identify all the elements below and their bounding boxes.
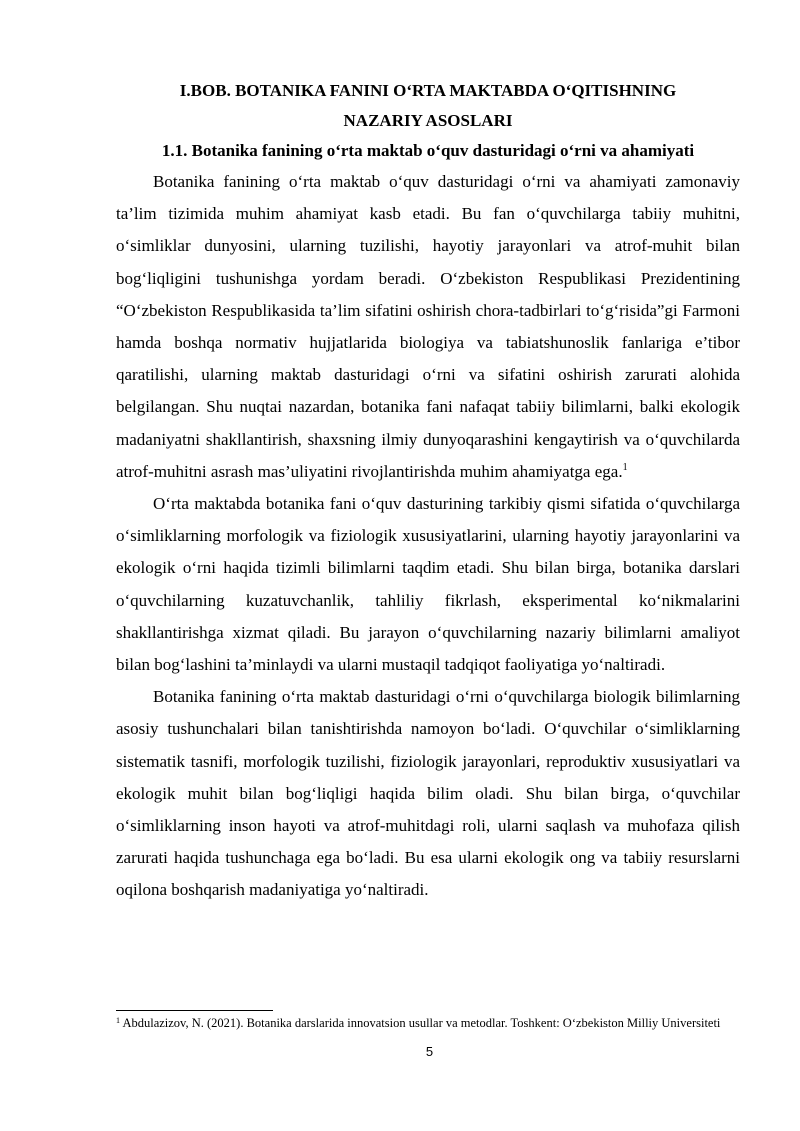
section-title: 1.1. Botanika fanining o‘rta maktab o‘quv dasturidagi o‘rni va ahamiyati bbox=[161, 141, 695, 160]
paragraph-1-text: Botanika fanining o‘rta maktab o‘quv dasturidagi o‘rni va ahamiyati zamonaviy ta’lim tizimida muhim ahamiyat kasb etadi. Bu fan o‘quvchilarga tabiiy muhitni, o‘simliklar dunyosini, ularning tuzilishi, hayotiy jarayonlari va atrof-muhit bilan bog‘liqligini tushunishga yordam beradi. O‘zbekiston Respublikasi Prezidentining “O‘zbekiston Respublikasida ta’lim sifatini oshirish chora-tadbirlari to‘g‘risida”gi Farmoni hamda boshqa normativ hujjatlarida biologiya va tabiatshunoslik fanlariga e’tibor qaratilishi, ularning maktab dasturidagi o‘rni va sifatini oshirish zarurati alohida belgilangan. Shu nuqtai nazardan, botanika fani nafaqat tabiiy bilimlarni, balki ekologik madaniyatni shakllantirish, shaxsning ilmiy dunyoqarashini kengaytirish va o‘quvchilarda atrof-muhitni asrash mas’uliyatini rivojlantirishda muhim ahamiyatga ega. bbox=[116, 172, 740, 481]
paragraph-2: O‘rta maktabda botanika fani o‘quv dasturining tarkibiy qismi sifatida o‘quvchilarga o‘simliklarning morfologik va fiziologik xususiyatlarini, ularning hayotiy jarayonlarini va ekologik o‘rni haqida tizimli bilimlarni taqdim etadi. Shu bilan birga, botanika darslari o‘quvchilarning kuzatuvchanlik, tahliliy fikrlash, eksperimental ko‘nikmalarini shakllantirishga xizmat qiladi. Bu jarayon o‘quvchilarning nazariy bilimlarni amaliyot bilan bog‘lashini ta’minlaydi va ularni mustaqil tadqiqot faoliyatiga yo‘naltiradi. bbox=[116, 494, 740, 675]
footnote-reference[interactable]: 1 bbox=[622, 461, 628, 473]
chapter-title bbox=[116, 76, 740, 136]
paragraph-3: Botanika fanining o‘rta maktab dasturidagi o‘rni o‘quvchilarga biologik bilimlarning asosiy tushunchalari bilan tanishtirishda namoyon bo‘ladi. O‘quvchilar o‘simliklarning sistematik tasnifi, morfologik tuzilishi, fiziologik jarayonlari, reproduktiv xususiyatlari va ekologik muhit bilan bog‘liqligi haqida bilim oladi. Shu bilan birga, o‘quvchilar o‘simliklarning inson hayoti va atrof-muhitdagi roli, ularni saqlash va muhofaza qilish zarurati haqida tushunchaga ega bo‘ladi. Bu esa ularni ekologik ong va tabiiy resurslarni oqilona boshqarish madaniyatiga yo‘naltiradi. bbox=[116, 687, 740, 900]
chapter-title-line2: NAZARIY ASOSLARI bbox=[343, 111, 513, 130]
chapter-title-line1: I.BOB. BOTANIKA FANINI O‘RTA MAKTABDA O‘QITISHNING bbox=[179, 81, 677, 100]
footnote-text: Abdulazizov, N. (2021). Botanika darslarida innovatsion usullar va metodlar. Toshkent: O‘zbekiston Milliy Universiteti bbox=[122, 1016, 721, 1030]
page-number: 5 bbox=[425, 1044, 434, 1059]
page-body bbox=[116, 76, 740, 907]
paragraph-1 bbox=[116, 166, 740, 488]
footnote-separator bbox=[116, 1010, 273, 1011]
footnote bbox=[116, 1016, 740, 1031]
footnote-marker: 1 bbox=[116, 1016, 120, 1025]
